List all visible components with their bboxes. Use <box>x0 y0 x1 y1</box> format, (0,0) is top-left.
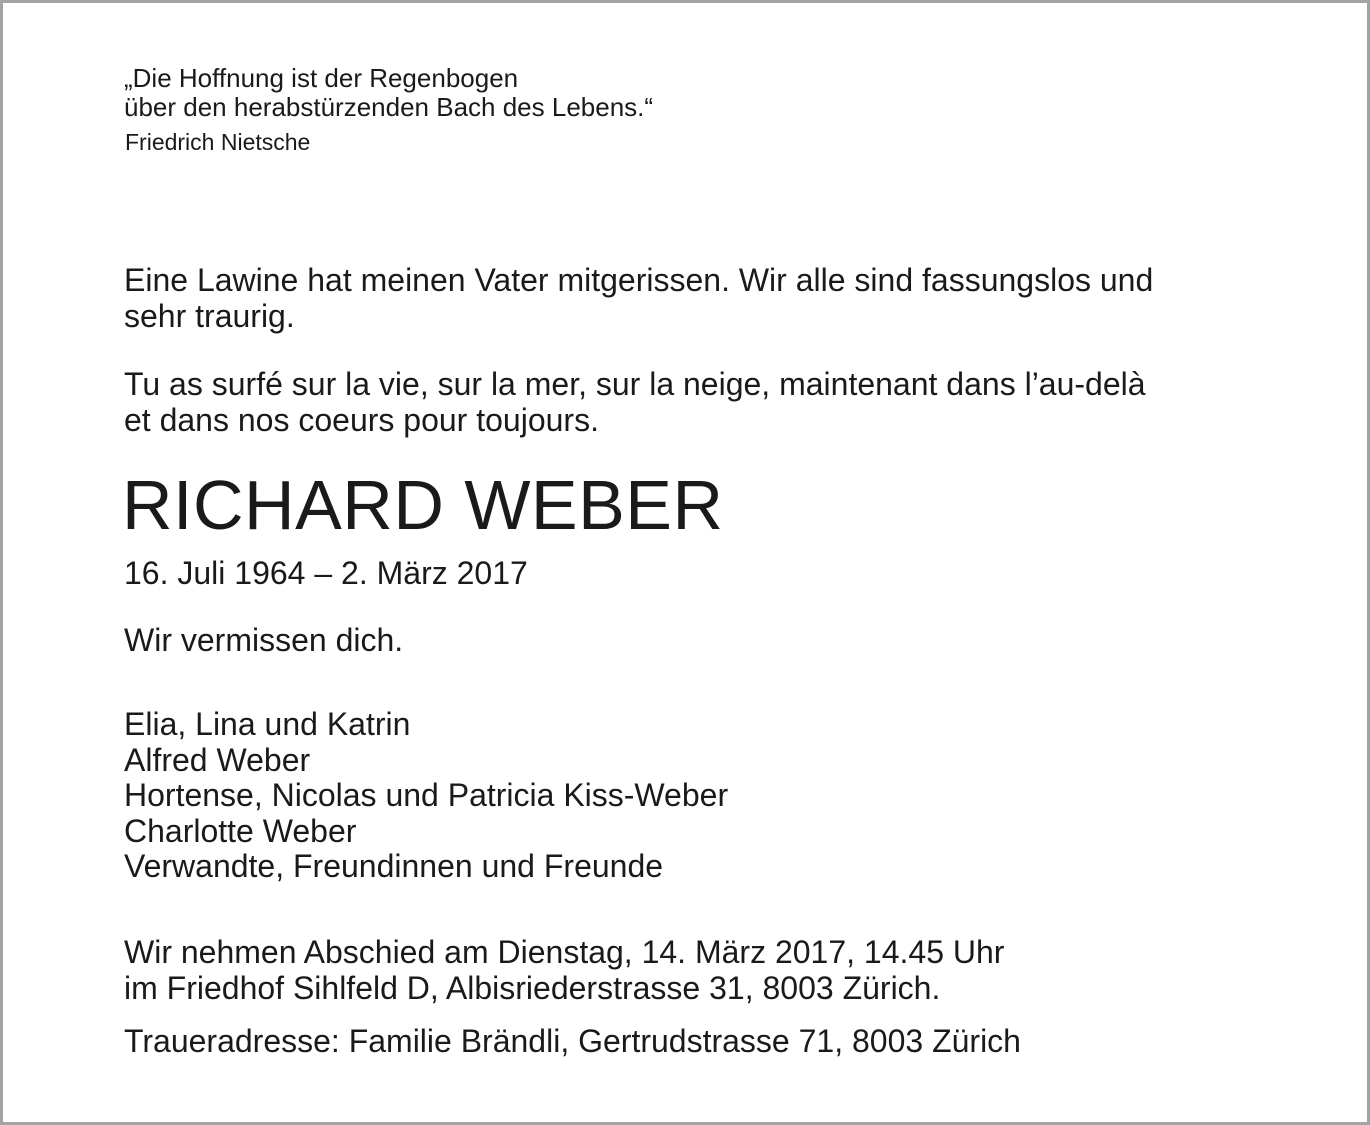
mourner-entry: Charlotte Weber <box>124 812 357 849</box>
farewell-service <box>124 934 1004 1006</box>
intro-french-line-1: Tu as surfé sur la vie, sur la mer, sur la neige, maintenant dans l’au-delà <box>124 366 1146 402</box>
epigraph-quote <box>124 64 653 122</box>
mourners-list <box>124 707 728 885</box>
service-line-1: Wir nehmen Abschied am Dienstag, 14. März 2017, 14.45 Uhr <box>124 934 1005 970</box>
remembrance-message: Wir vermissen dich. <box>124 622 404 658</box>
mourner-entry: Elia, Lina und Katrin <box>124 706 411 742</box>
mourner-entry: Hortense, Nicolas und Patricia Kiss-Weber <box>124 777 729 813</box>
intro-french-line-2: et dans nos coeurs pour toujours. <box>124 402 599 438</box>
intro-french <box>124 366 1146 438</box>
quote-line-2: über den herabstürzenden Bach des Lebens.“ <box>124 92 654 122</box>
quote-author: Friedrich Nietsche <box>125 129 311 155</box>
quote-line-1: „Die Hoffnung ist der Regenbogen <box>124 63 519 93</box>
service-line-2: im Friedhof Sihlfeld D, Albisriederstrasse 31, 8003 Zürich. <box>124 970 941 1006</box>
mourning-address: Traueradresse: Familie Brändli, Gertrudstrasse 71, 8003 Zürich <box>124 1023 1021 1059</box>
mourner-entry: Verwandte, Freundinnen und Freunde <box>124 848 664 884</box>
intro-german <box>124 262 1153 334</box>
deceased-name: RICHARD WEBER <box>122 466 724 544</box>
mourner-entry: Alfred Weber <box>124 741 311 778</box>
life-dates: 16. Juli 1964 – 2. März 2017 <box>124 555 528 591</box>
intro-german-line-1: Eine Lawine hat meinen Vater mitgerissen. Wir alle sind fassungslos und <box>124 262 1154 298</box>
intro-german-line-2: sehr traurig. <box>124 298 295 334</box>
